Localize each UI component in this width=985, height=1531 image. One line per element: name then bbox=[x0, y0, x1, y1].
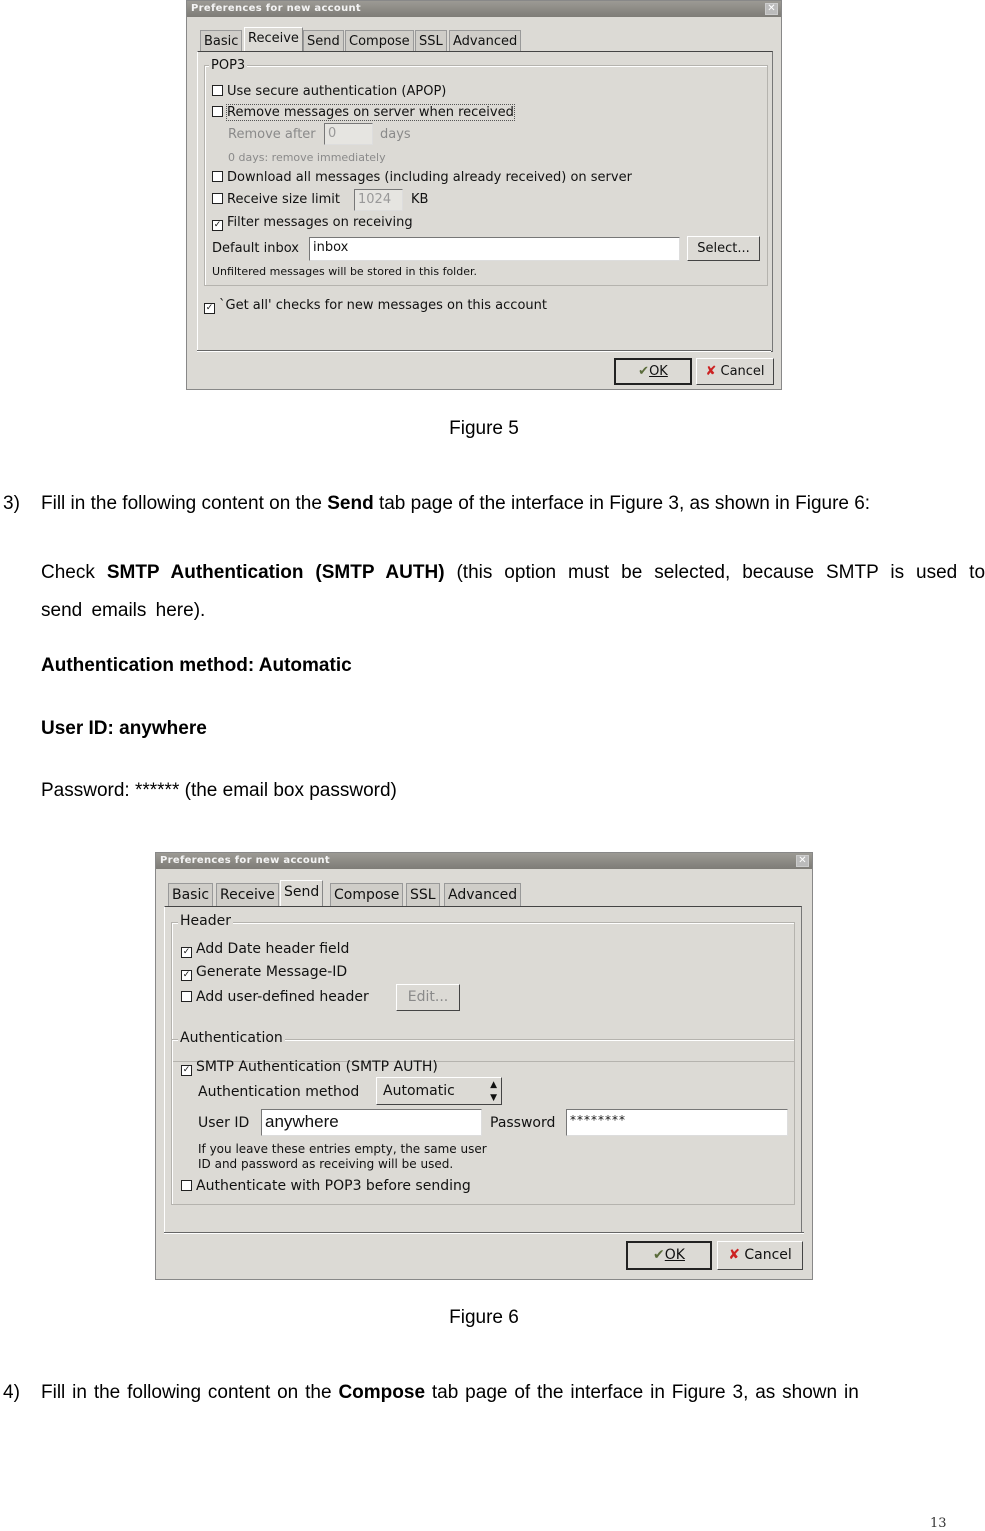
message-id-checkbox[interactable] bbox=[181, 964, 347, 981]
tab-basic[interactable]: Basic bbox=[168, 883, 213, 906]
tab-receive[interactable]: Receive bbox=[216, 883, 279, 906]
inbox-hint: Unfiltered messages will be stored in this folder. bbox=[212, 265, 477, 278]
cancel-icon: ✘ bbox=[728, 1247, 740, 1263]
checkbox-icon bbox=[212, 193, 223, 204]
download-all-label: Download all messages (including already received) on server bbox=[227, 170, 632, 185]
user-header-label: Add user-defined header bbox=[196, 989, 369, 1005]
filter-checkbox[interactable] bbox=[212, 215, 413, 231]
tab-send[interactable]: Send bbox=[280, 880, 323, 906]
step3-number: 3) bbox=[3, 493, 20, 514]
edit-button[interactable]: Edit... bbox=[396, 984, 460, 1011]
step4-post: tab page of the interface in Figure 3, as shown in bbox=[425, 1382, 859, 1403]
step4-pre: Fill in the following content on the bbox=[41, 1382, 339, 1403]
tab-advanced[interactable]: Advanced bbox=[444, 883, 521, 906]
checkbox-icon bbox=[212, 85, 223, 96]
apop-label: Use secure authentication (APOP) bbox=[227, 84, 447, 99]
header-legend: Header bbox=[180, 913, 231, 929]
figure6-caption: Figure 6 bbox=[449, 1307, 519, 1328]
download-all-checkbox[interactable] bbox=[212, 170, 632, 186]
user-id-label: User ID bbox=[198, 1115, 250, 1131]
step3-bold: Send bbox=[327, 493, 374, 514]
add-date-label: Add Date header field bbox=[196, 941, 350, 957]
smtp-auth-label: SMTP Authentication (SMTP AUTH) bbox=[196, 1059, 438, 1075]
default-inbox-input[interactable]: inbox bbox=[309, 237, 680, 261]
separator bbox=[164, 1232, 804, 1234]
ok-icon: ✔ bbox=[653, 1247, 665, 1263]
user-id-line: User ID: anywhere bbox=[41, 718, 207, 739]
user-id-input[interactable]: anywhere bbox=[261, 1109, 482, 1136]
close-icon[interactable]: ✕ bbox=[796, 855, 809, 867]
cancel-label: Cancel bbox=[744, 1247, 792, 1263]
ok-label: OK bbox=[649, 364, 668, 379]
default-inbox-label: Default inbox bbox=[212, 241, 299, 256]
remove-messages-checkbox[interactable] bbox=[212, 105, 514, 121]
step3-text bbox=[41, 492, 870, 516]
step4-number: 4) bbox=[3, 1382, 20, 1403]
remove-hint: 0 days: remove immediately bbox=[228, 151, 386, 164]
tab-basic[interactable]: Basic bbox=[200, 30, 242, 52]
cancel-button[interactable] bbox=[717, 1241, 803, 1270]
user-header-checkbox[interactable] bbox=[181, 989, 369, 1005]
password-line: Password: ****** (the email box password) bbox=[41, 780, 397, 801]
auth-method-value: Automatic bbox=[383, 1083, 455, 1099]
pop-before-label: Authenticate with POP3 before sending bbox=[196, 1178, 471, 1194]
close-icon[interactable]: ✕ bbox=[765, 3, 778, 15]
figure6-dialog bbox=[155, 852, 813, 1280]
auth-method-line: Authentication method: Automatic bbox=[41, 655, 352, 676]
auth-method-select[interactable] bbox=[376, 1077, 502, 1105]
remove-after-label: Remove after bbox=[228, 127, 316, 142]
authentication-legend: Authentication bbox=[180, 1030, 283, 1046]
check-pre: Check bbox=[41, 562, 107, 583]
checkbox-icon bbox=[212, 106, 223, 117]
page-number: 13 bbox=[930, 1516, 947, 1531]
check-icon: ✓ bbox=[182, 1065, 191, 1075]
check-icon: ✓ bbox=[213, 220, 222, 230]
check-icon: ✓ bbox=[182, 970, 191, 980]
tab-ssl[interactable]: SSL bbox=[415, 30, 447, 52]
tab-receive[interactable]: Receive bbox=[244, 27, 303, 52]
step3-pre: Fill in the following content on the bbox=[41, 493, 328, 514]
step3-post: tab page of the interface in Figure 3, as shown in Figure 6: bbox=[373, 493, 871, 514]
filter-label: Filter messages on receiving bbox=[227, 215, 413, 230]
check-post: (this option must be selected, because SMTP is used to send emails here). bbox=[41, 562, 985, 621]
dialog-title: Preferences for new account bbox=[187, 1, 781, 17]
kb-label: KB bbox=[411, 192, 429, 207]
tab-send[interactable]: Send bbox=[303, 30, 344, 52]
pop3-legend: POP3 bbox=[211, 58, 246, 73]
cancel-label: Cancel bbox=[720, 364, 765, 379]
auth-method-label: Authentication method bbox=[198, 1084, 360, 1100]
ok-icon: ✔ bbox=[638, 364, 650, 379]
remove-after-input[interactable]: 0 bbox=[324, 123, 373, 145]
password-input[interactable]: ******** bbox=[566, 1109, 788, 1136]
step4-bold: Compose bbox=[338, 1382, 426, 1403]
days-label: days bbox=[380, 127, 411, 142]
checkbox-icon bbox=[212, 171, 223, 182]
tab-compose[interactable]: Compose bbox=[345, 30, 414, 52]
add-date-checkbox[interactable] bbox=[181, 941, 349, 958]
checkbox-icon bbox=[181, 1180, 192, 1191]
checkbox-icon bbox=[181, 991, 192, 1002]
get-all-label: `Get all' checks for new messages on this account bbox=[219, 298, 547, 313]
cancel-button[interactable] bbox=[696, 358, 774, 385]
check-icon: ✓ bbox=[205, 303, 214, 313]
tab-advanced[interactable]: Advanced bbox=[449, 30, 521, 52]
figure5-dialog bbox=[186, 0, 782, 390]
hint-line-2: ID and password as receiving will be used. bbox=[198, 1157, 454, 1171]
check-paragraph bbox=[41, 554, 985, 630]
size-limit-input[interactable]: 1024 bbox=[354, 189, 403, 211]
ok-button[interactable] bbox=[614, 358, 692, 385]
tab-compose[interactable]: Compose bbox=[330, 883, 403, 906]
ok-button[interactable] bbox=[626, 1241, 712, 1270]
separator bbox=[197, 350, 771, 352]
pop-before-smtp-checkbox[interactable] bbox=[181, 1178, 471, 1194]
spin-arrows-icon: ▲ ▼ bbox=[490, 1080, 497, 1103]
message-id-label: Generate Message-ID bbox=[196, 964, 348, 980]
check-icon: ✓ bbox=[182, 947, 191, 957]
step4-text bbox=[41, 1381, 859, 1405]
select-button[interactable]: Select... bbox=[687, 236, 760, 261]
ok-label: OK bbox=[664, 1247, 685, 1263]
smtp-auth-checkbox[interactable] bbox=[181, 1059, 438, 1076]
check-bold: SMTP Authentication (SMTP AUTH) bbox=[106, 562, 445, 583]
hint-line-1: If you leave these entries empty, the same user bbox=[198, 1142, 487, 1156]
figure5-caption: Figure 5 bbox=[449, 418, 519, 439]
size-limit-checkbox[interactable] bbox=[212, 192, 340, 208]
tab-ssl[interactable]: SSL bbox=[406, 883, 440, 906]
remove-label: Remove messages on server when received bbox=[227, 105, 514, 120]
size-limit-label: Receive size limit bbox=[227, 192, 340, 207]
password-label: Password bbox=[490, 1115, 556, 1131]
cancel-icon: ✘ bbox=[705, 364, 717, 379]
apop-checkbox[interactable] bbox=[212, 84, 446, 100]
get-all-checkbox[interactable] bbox=[204, 298, 547, 314]
dialog-title: Preferences for new account bbox=[156, 853, 812, 869]
